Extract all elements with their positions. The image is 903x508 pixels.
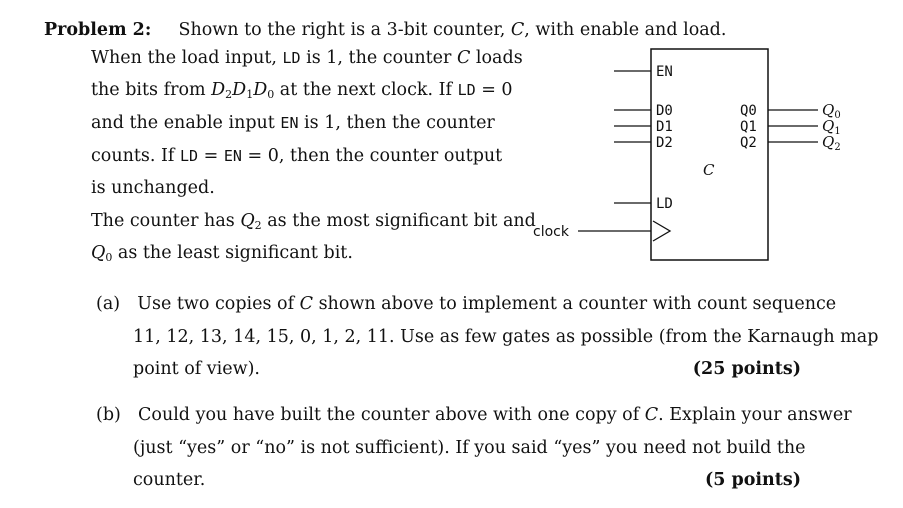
part-a-line-1: (a) Use two copies of C shown above to implement a counter with count sequence [96, 294, 837, 314]
part-a-line-2: 11, 12, 13, 14, 15, 0, 1, 2, 11. Use as few gates as possible (from the Karnaugh map [133, 327, 879, 347]
part-a-label: (a) [96, 294, 121, 314]
problem-line-5: counts. If LD = EN = 0, then the counter output [91, 146, 503, 166]
problem-line-4: and the enable input EN is 1, then the counter [91, 113, 495, 133]
problem-line-2: When the load input, LD is 1, the counter C loads [91, 48, 523, 68]
part-b-line-2: (just “yes” or “no” is not sufficient). If you said “yes” you need not build the [133, 438, 806, 458]
problem-line-3: the bits from $D_2D_1D_0$ at the next clock. If LD = 0 [91, 80, 513, 101]
problem-line-1: Problem 2: Shown to the right is a 3-bit counter, C, with enable and load. [44, 20, 727, 40]
part-a-line-3: point of view). [133, 359, 260, 379]
output-q2: $Q_2$ [822, 133, 841, 153]
output-q1: $Q_1$ [822, 117, 841, 137]
part-b-line-3: counter. [133, 470, 206, 490]
part-b-label: (b) [96, 405, 121, 425]
problem-line-8: $Q_0$ as the least significant bit. [91, 243, 353, 264]
pin-q0: Q0 [740, 103, 757, 119]
problem-label: Problem 2: [44, 20, 152, 40]
clock-label: clock [533, 224, 569, 240]
pin-d1: D1 [656, 119, 673, 135]
pin-ld: LD [656, 196, 673, 212]
counter-box [651, 49, 768, 260]
clock-triangle [653, 221, 670, 241]
pin-d0: D0 [656, 103, 673, 119]
output-q0: $Q_0$ [822, 101, 841, 121]
part-b-line-1: (b) Could you have built the counter above with one copy of C. Explain your answer [96, 405, 852, 425]
pin-q1: Q1 [740, 119, 757, 135]
pin-q2: Q2 [740, 135, 757, 151]
part-b-points: (5 points) [704, 470, 801, 490]
pin-en: EN [656, 64, 673, 80]
counter-label: C [703, 161, 715, 179]
pin-d2: D2 [656, 135, 673, 151]
problem-line-6: is unchanged. [91, 178, 215, 198]
problem-line-7: The counter has $Q_2$ as the most significant bit and [91, 211, 536, 232]
part-a-points: (25 points) [692, 359, 801, 379]
